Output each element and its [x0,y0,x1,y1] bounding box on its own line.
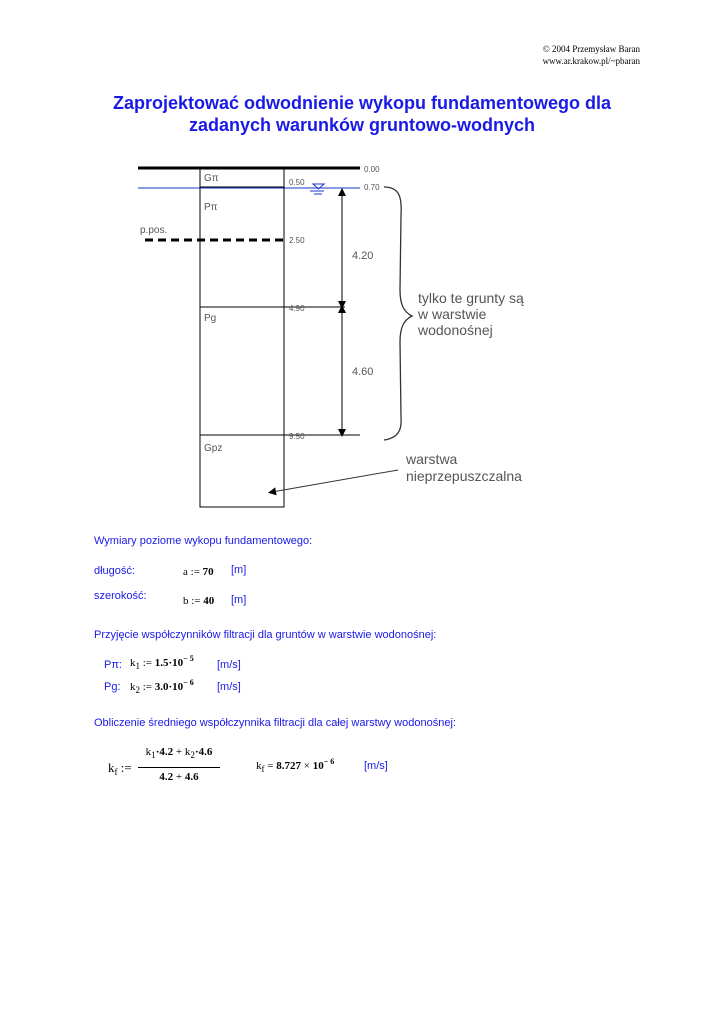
aquifer-note-line-1: tylko te grunty są [418,290,524,306]
dimension-label-upper: 4.20 [352,250,374,262]
layer-label-pg: Pg [204,313,217,324]
kf-denominator: 4.2 + 4.6 [159,771,199,783]
dimension-label-lower: 4.60 [352,366,374,378]
water-level-icon [310,184,324,194]
aquifer-brace [384,187,412,440]
impermeable-arrow [272,470,398,492]
kf-result-mantissa: 8.727 [276,760,301,772]
kf-fraction-bar [138,767,220,768]
k2-formula: $k_2$ := $3.0\cdot 10^{- 6}$ [130,678,194,695]
kf-result: $k_f = 8.727 \times 10^{- 6}$ [256,757,335,774]
depth-label-0-00: 0.00 [364,165,380,174]
impermeable-note-line-1: warstwa [406,451,458,467]
website-text: www.ar.krakow.pl/~pbaran [542,56,640,66]
layer-label-gpz: Gpz [204,443,223,454]
kf-result-exponent: − 6 [323,757,335,766]
length-unit: [m] [231,564,247,576]
borehole-column [200,168,284,507]
kf-definition-lhs: $k_f$ := [108,760,132,777]
k2-exponent: − 6 [183,678,194,687]
kf-denominator-h2: 4.6 [184,771,199,783]
k2-unit: [m/s] [217,681,241,693]
title-line-2: zadanych warunków gruntowo-wodnych [188,115,536,135]
kf-unit: [m/s] [364,760,388,772]
layer-label-ppi: Pπ [204,202,218,213]
k1-unit: [m/s] [217,659,241,671]
coefficients-heading: Przyjęcie współczynników filtracji dla gruntów w warstwie wodonośnej: [94,629,437,641]
copyright-text: © 2004 Przemysław Baran [542,44,640,54]
aquifer-note-line-3: wodonośnej [418,322,493,338]
title-line-1: Zaprojektować odwodnienie wykopu fundamentowego dla [112,93,612,113]
length-value: 70 [202,566,214,578]
depth-label-2-50: 2.50 [289,236,305,245]
aquifer-note-line-2: w warstwie [418,306,487,322]
depth-label-4-90: 4.90 [289,304,305,313]
width-formula: b := 40 [183,595,215,607]
depth-label-9-50: 9.50 [289,432,305,441]
dimensions-heading: Wymiary poziome wykopu fundamentowego: [94,535,313,547]
kf-numerator: $k_1\cdot 4.2 + k_2\cdot 4.6$ [145,746,213,761]
width-value: 40 [203,595,215,607]
kf-numerator-h1: 4.2 [159,746,174,758]
kf-denominator-h1: 4.2 [159,771,174,783]
k1-formula: $k_1$ := $1.5\cdot 10^{- 5}$ [130,654,194,671]
length-label: długość: [94,565,135,577]
depth-label-0-70: 0.70 [364,183,380,192]
impermeable-note-line-2: nieprzepuszczalna [406,468,522,484]
ppos-label: p.pos. [140,225,168,236]
length-var: a [183,566,188,578]
k2-mantissa: 3.0 [154,681,169,693]
k1-soil-label: Pπ: [104,659,122,671]
width-unit: [m] [231,594,247,606]
depth-label-0-50: 0.50 [289,178,305,187]
average-heading: Obliczenie średniego współczynnika filtracji dla całej warstwy wodonośnej: [94,717,456,729]
layer-label-gpi: Gπ [204,173,219,184]
k2-soil-label: Pg: [104,681,121,693]
k1-mantissa: 1.5 [154,657,169,669]
width-label: szerokość: [94,590,147,602]
width-var: b [183,595,189,607]
kf-numerator-h2: 4.6 [198,746,213,758]
k1-exponent: − 5 [183,654,194,663]
length-formula: a := 70 [183,566,214,578]
